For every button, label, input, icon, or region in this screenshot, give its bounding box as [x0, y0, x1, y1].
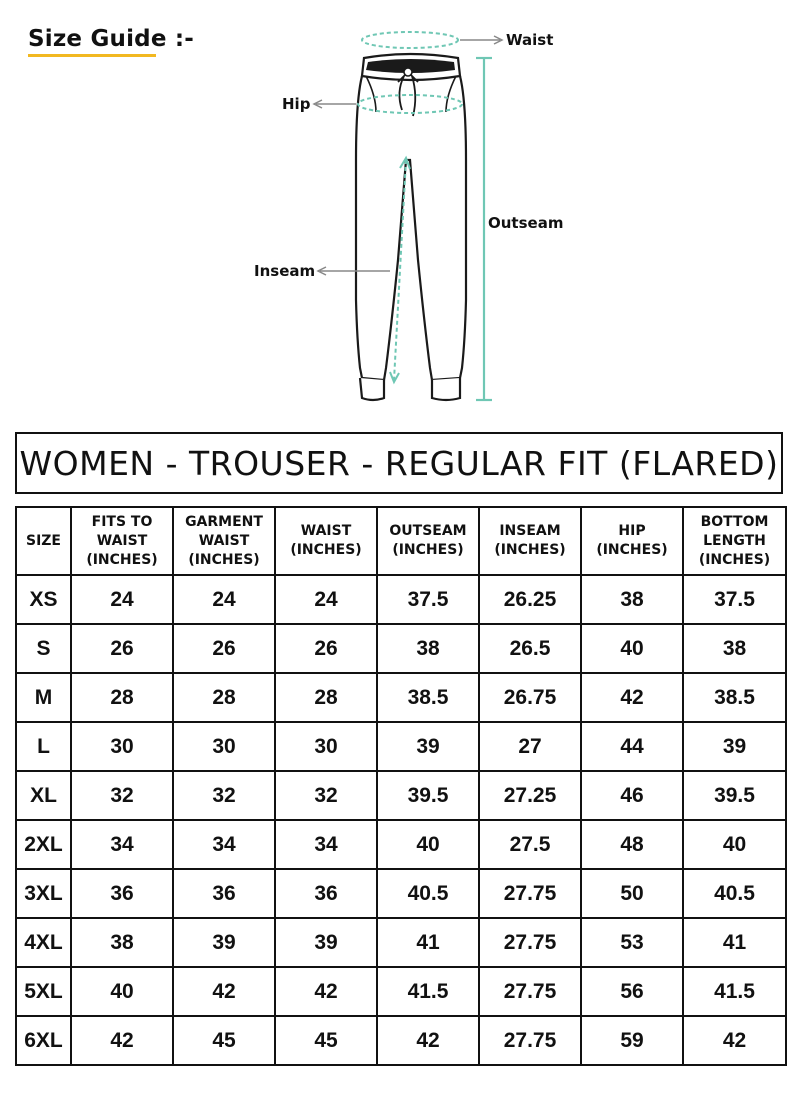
measurement-cell: 36	[275, 869, 377, 918]
size-cell: XS	[16, 575, 71, 624]
table-row	[16, 624, 786, 673]
table-row	[16, 918, 786, 967]
measurement-cell: 30	[275, 722, 377, 771]
table-row	[16, 869, 786, 918]
measurement-cell: 38	[71, 918, 173, 967]
measurement-cell: 44	[581, 722, 683, 771]
size-cell: XL	[16, 771, 71, 820]
measurement-cell: 38	[377, 624, 479, 673]
measurement-cell: 37.5	[683, 575, 786, 624]
measurement-cell: 24	[71, 575, 173, 624]
column-header	[683, 507, 786, 575]
column-header-line: (INCHES)	[596, 542, 668, 558]
column-header-line: GARMENT	[185, 513, 263, 530]
table-header-row	[16, 507, 786, 575]
column-header	[275, 507, 377, 575]
hip-label: Hip	[282, 95, 311, 113]
measurement-cell: 53	[581, 918, 683, 967]
column-header	[71, 507, 173, 575]
measurement-cell: 40	[581, 624, 683, 673]
measurement-cell: 39	[173, 918, 275, 967]
column-header-line: WAIST	[300, 523, 352, 539]
measurement-cell: 42	[173, 967, 275, 1016]
table-row	[16, 771, 786, 820]
table-row	[16, 673, 786, 722]
column-header-line: HIP	[618, 523, 646, 539]
measurement-cell: 40	[683, 820, 786, 869]
measurement-cell: 39	[377, 722, 479, 771]
trouser-illustration	[0, 0, 800, 420]
column-header-line: (INCHES)	[188, 551, 260, 568]
measurement-cell: 28	[71, 673, 173, 722]
measurement-cell: 40.5	[377, 869, 479, 918]
measurement-cell: 24	[173, 575, 275, 624]
size-cell: L	[16, 722, 71, 771]
measurement-cell: 50	[581, 869, 683, 918]
measurement-cell: 40	[377, 820, 479, 869]
column-header	[479, 507, 581, 575]
column-header-line: (INCHES)	[290, 542, 362, 558]
measurement-cell: 34	[71, 820, 173, 869]
size-cell: 2XL	[16, 820, 71, 869]
measurement-cell: 27	[479, 722, 581, 771]
measurement-cell: 39	[683, 722, 786, 771]
size-cell: 4XL	[16, 918, 71, 967]
size-cell: M	[16, 673, 71, 722]
column-header-line: BOTTOM	[700, 513, 769, 530]
table-row	[16, 575, 786, 624]
measurement-cell: 34	[173, 820, 275, 869]
measurement-cell: 39.5	[377, 771, 479, 820]
measurement-cell: 27.5	[479, 820, 581, 869]
measurement-cell: 38	[581, 575, 683, 624]
measurement-cell: 38.5	[377, 673, 479, 722]
column-header-line: WAIST	[96, 532, 148, 549]
column-header-line: INSEAM	[499, 523, 561, 539]
size-cell: 6XL	[16, 1016, 71, 1065]
measurement-cell: 32	[173, 771, 275, 820]
measurement-cell: 28	[173, 673, 275, 722]
measurement-cell: 28	[275, 673, 377, 722]
measurement-cell: 34	[275, 820, 377, 869]
measurement-cell: 56	[581, 967, 683, 1016]
size-cell: S	[16, 624, 71, 673]
column-header-line: LENGTH	[703, 532, 766, 549]
table-row	[16, 820, 786, 869]
measurement-cell: 45	[173, 1016, 275, 1065]
measurement-cell: 27.75	[479, 869, 581, 918]
measurement-cell: 32	[275, 771, 377, 820]
measurement-cell: 26.75	[479, 673, 581, 722]
measurement-cell: 27.75	[479, 967, 581, 1016]
measurement-cell: 38.5	[683, 673, 786, 722]
column-header-line: (INCHES)	[698, 551, 771, 568]
measurement-cell: 59	[581, 1016, 683, 1065]
trouser-diagram	[0, 0, 800, 420]
measurement-cell: 41.5	[683, 967, 786, 1016]
measurement-cell: 41	[683, 918, 786, 967]
table-title: WOMEN - TROUSER - REGULAR FIT (FLARED)	[15, 432, 783, 494]
measurement-cell: 40.5	[683, 869, 786, 918]
size-chart-table	[15, 506, 787, 1066]
measurement-cell: 42	[683, 1016, 786, 1065]
measurement-cell: 26.25	[479, 575, 581, 624]
column-header-line: (INCHES)	[86, 551, 158, 568]
measurement-cell: 48	[581, 820, 683, 869]
measurement-cell: 38	[683, 624, 786, 673]
column-header-line: WAIST	[198, 532, 250, 549]
table-body	[16, 575, 786, 1065]
column-header	[173, 507, 275, 575]
column-header-line: (INCHES)	[494, 542, 566, 558]
column-header	[581, 507, 683, 575]
column-header	[16, 507, 71, 575]
measurement-cell: 39	[275, 918, 377, 967]
measurement-cell: 40	[71, 967, 173, 1016]
size-cell: 5XL	[16, 967, 71, 1016]
size-cell: 3XL	[16, 869, 71, 918]
measurement-cell: 32	[71, 771, 173, 820]
measurement-cell: 26	[71, 624, 173, 673]
measurement-cell: 37.5	[377, 575, 479, 624]
column-header-line: SIZE	[25, 532, 61, 549]
measurement-cell: 27.75	[479, 1016, 581, 1065]
measurement-cell: 42	[71, 1016, 173, 1065]
measurement-cell: 26	[173, 624, 275, 673]
measurement-cell: 41	[377, 918, 479, 967]
column-header-line: FITS TO	[91, 513, 153, 530]
table-row	[16, 722, 786, 771]
measurement-cell: 30	[173, 722, 275, 771]
measurement-cell: 26.5	[479, 624, 581, 673]
measurement-cell: 39.5	[683, 771, 786, 820]
measurement-cell: 36	[173, 869, 275, 918]
size-guide-title: Size Guide :-	[28, 26, 194, 52]
table-row	[16, 967, 786, 1016]
measurement-cell: 30	[71, 722, 173, 771]
measurement-cell: 27.25	[479, 771, 581, 820]
measurement-cell: 36	[71, 869, 173, 918]
measurement-cell: 42	[581, 673, 683, 722]
column-header-line: (INCHES)	[392, 542, 464, 558]
measurement-cell: 42	[377, 1016, 479, 1065]
measurement-cell: 26	[275, 624, 377, 673]
column-header-line: OUTSEAM	[389, 523, 467, 539]
table-row	[16, 1016, 786, 1065]
waist-label: Waist	[506, 31, 554, 49]
measurement-cell: 24	[275, 575, 377, 624]
measurement-cell: 27.75	[479, 918, 581, 967]
outseam-label: Outseam	[488, 214, 564, 232]
inseam-label: Inseam	[254, 262, 316, 280]
measurement-cell: 45	[275, 1016, 377, 1065]
measurement-cell: 46	[581, 771, 683, 820]
column-header	[377, 507, 479, 575]
measurement-cell: 41.5	[377, 967, 479, 1016]
measurement-cell: 42	[275, 967, 377, 1016]
